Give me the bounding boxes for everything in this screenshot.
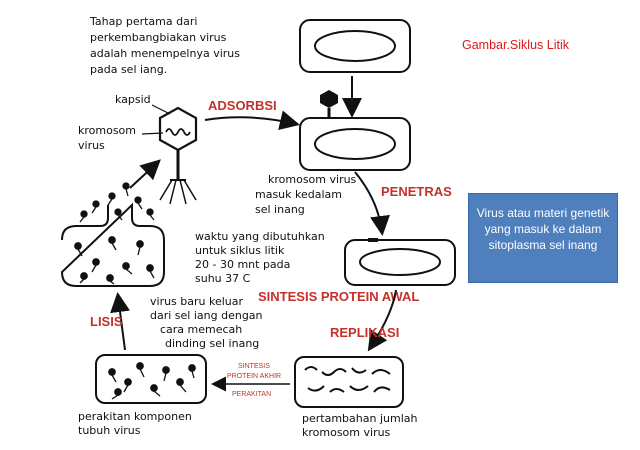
host-cell-lysis [62, 183, 164, 286]
figure-caption: Gambar.Siklus Litik [462, 38, 569, 52]
host-cell-replication [295, 357, 403, 407]
label-perakitan-komponen: perakitan komponen tubuh virus [78, 410, 192, 437]
label-waktu: waktu yang dibutuhkan untuk siklus litik 20 - 30 mnt pada suhu 37 C [195, 230, 325, 285]
host-cell-initial [300, 20, 410, 72]
stage-sintesis-akhir: SINTESIS PROTEIN AKHIR [227, 363, 282, 380]
label-kromosom-masuk: kromosom virus masuk kedalam sel inang [255, 173, 357, 216]
stage-adsorbsi: ADSORBSI [208, 98, 277, 113]
label-kromosom-virus: kromosom virus [78, 124, 137, 152]
label-virus-baru: virus baru keluar dari sel iang dengan cara memecah dinding sel inang [150, 295, 263, 350]
stage-sintesis-awal: SINTESIS PROTEIN AWAL [258, 289, 420, 304]
bacteriophage-icon [160, 108, 196, 204]
virus-attached-icon [320, 90, 338, 118]
stage-penetras: PENETRAS [381, 184, 452, 199]
label-kapsid: kapsid [115, 93, 151, 106]
arrow-adsorbsi [205, 117, 296, 124]
host-cell-penetration [345, 240, 455, 285]
stage-lisis: LISIS [90, 314, 123, 329]
label-pertambahan: pertambahan jumlah kromosom virus [302, 412, 418, 439]
intro-text: Tahap pertama dari perkembangbiakan virus adalah menempelnya virus pada sel iang. [90, 15, 240, 76]
info-note-box: Virus atau materi genetik yang masuk ke dalam sitoplasma sel inang [468, 193, 618, 283]
host-cell-adsorption [300, 118, 410, 170]
pointer-kapsid [152, 105, 170, 114]
stage-replikasi: REPLIKASI [330, 325, 400, 340]
arrow-to-phage [130, 162, 158, 188]
stage-perakitan: PERAKITAN [232, 391, 272, 398]
host-cell-assembly [96, 355, 206, 403]
